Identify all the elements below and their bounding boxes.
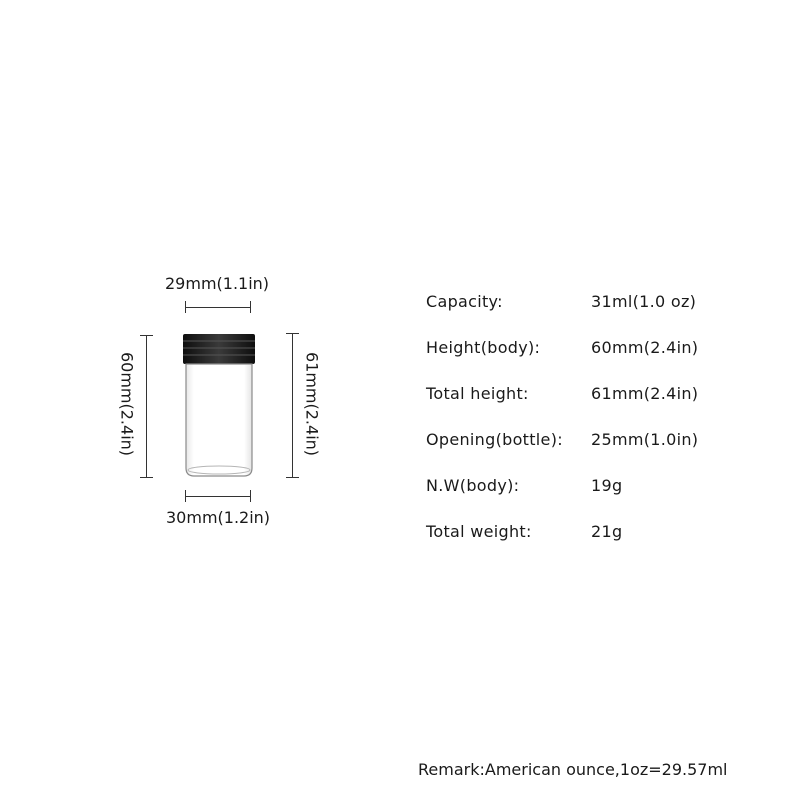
spec-value: 25mm(1.0in) — [591, 430, 699, 449]
top-width-line — [185, 307, 251, 308]
spec-label: Opening(bottle): — [426, 430, 563, 449]
bottom-width-label: 30mm(1.2in) — [166, 508, 271, 527]
spec-value: 21g — [591, 522, 623, 541]
spec-row-total-height — [426, 384, 786, 430]
total-height-label: 61mm(2.4in) — [302, 351, 322, 457]
bottle-body — [186, 364, 252, 476]
bottom-width-tick-left — [185, 490, 186, 502]
spec-value: 61mm(2.4in) — [591, 384, 699, 403]
spec-label: Total height: — [426, 384, 529, 403]
body-height-tick-top — [140, 335, 153, 336]
remark-text: Remark:American ounce,1oz=29.57ml — [418, 760, 728, 779]
body-height-label: 60mm(2.4in) — [117, 351, 137, 457]
spec-label: Total weight: — [426, 522, 532, 541]
glass-bottle-illustration — [176, 332, 262, 482]
bottle-cap — [183, 334, 255, 364]
spec-row-capacity — [426, 292, 786, 338]
specs-table — [426, 292, 786, 568]
spec-value: 60mm(2.4in) — [591, 338, 699, 357]
top-width-tick-left — [185, 301, 186, 313]
bottom-width-tick-right — [250, 490, 251, 502]
bottom-width-line — [185, 496, 251, 497]
body-height-line — [146, 335, 147, 478]
spec-label: Capacity: — [426, 292, 503, 311]
body-height-tick-bottom — [140, 477, 153, 478]
total-height-tick-bottom — [286, 477, 299, 478]
total-height-line — [292, 333, 293, 478]
top-width-tick-right — [250, 301, 251, 313]
spec-value: 31ml(1.0 oz) — [591, 292, 697, 311]
spec-row-net-weight — [426, 476, 786, 522]
spec-row-height-body — [426, 338, 786, 384]
total-height-tick-top — [286, 333, 299, 334]
spec-value: 19g — [591, 476, 623, 495]
spec-label: N.W(body): — [426, 476, 520, 495]
spec-row-total-weight — [426, 522, 786, 568]
top-width-label: 29mm(1.1in) — [165, 274, 270, 293]
spec-label: Height(body): — [426, 338, 541, 357]
spec-row-opening — [426, 430, 786, 476]
